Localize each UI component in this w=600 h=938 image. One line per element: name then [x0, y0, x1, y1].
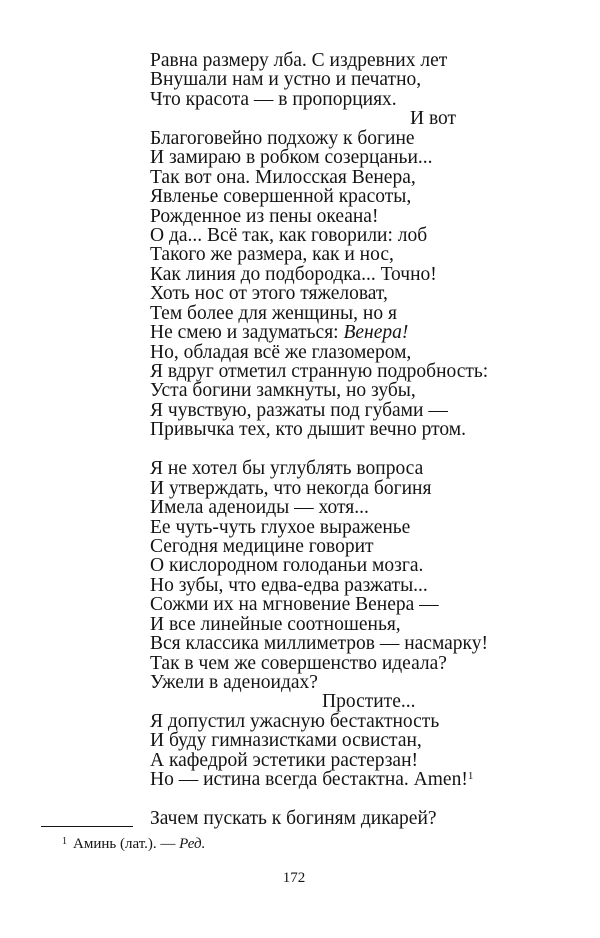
- poem-line: Простите...: [322, 691, 416, 713]
- poem-line: Что красота — в пропорциях.: [150, 88, 397, 110]
- poem-line: [150, 770, 560, 789]
- footnote-text: Аминь (лат.). —: [73, 836, 176, 852]
- poem-line: И все линейные соотношенья,: [150, 613, 401, 635]
- poem-line: Имела аденоиды — хотя...: [150, 497, 369, 519]
- poem-line-text: Но — истина всегда бестактна. Amen!: [150, 769, 468, 791]
- poem-line: Так вот она. Милосская Венера,: [150, 166, 416, 188]
- poem-line: Я чувствую, разжаты под губами —: [150, 399, 448, 421]
- poem-line: Внушали нам и устно и печатно,: [150, 69, 422, 91]
- poem-line: Так в чем же совершенство идеала?: [150, 652, 447, 674]
- poem-line: [150, 323, 560, 342]
- poem-text: [150, 51, 560, 829]
- poem-line: Рожденное из пены океана!: [150, 205, 379, 227]
- footnote: [62, 836, 205, 853]
- poem-line: Хоть нос от этого тяжеловат,: [150, 283, 388, 305]
- poem-line: Равна размеру лба. С издревних лет: [150, 50, 448, 71]
- poem-line: Вся классика миллиметров — насмарку!: [150, 633, 489, 655]
- poem-line: Такого же размера, как и нос,: [150, 244, 394, 266]
- poem-line: Но, обладая всё же глазомером,: [150, 341, 412, 363]
- footnote-marker: 1: [62, 836, 67, 847]
- poem-line: Ее чуть-чуть глухое выраженье: [150, 516, 411, 538]
- poem-line: И замираю в робком созерцаньи...: [150, 147, 433, 169]
- poem-line: Сегодня медицине говорит: [150, 535, 374, 557]
- poem-line: И буду гимназистками освистан,: [150, 730, 422, 752]
- poem-line: Я вдруг отметил странную подробность:: [150, 361, 489, 382]
- poem-line: Благоговейно подхожу к богине: [150, 127, 415, 149]
- stanza-break: [150, 790, 560, 809]
- stanza-break: [150, 440, 560, 459]
- footnote-divider: [41, 826, 133, 827]
- poem-line-text: Не смею и задуматься:: [150, 322, 339, 344]
- poem-line: И утверждать, что некогда богиня: [150, 477, 432, 499]
- poem-line: Я не хотел бы углублять вопроса: [150, 458, 424, 480]
- poem-line: Тем более для женщины, но я: [150, 302, 397, 324]
- page-number: 172: [282, 870, 306, 886]
- poem-line: О да... Всё так, как говорили: лоб: [150, 224, 428, 246]
- poem-line: Сожми их на мгновение Венера —: [150, 594, 439, 616]
- poem-line: И вот: [410, 108, 457, 130]
- poem-line: Ужели в аденоидах?: [150, 672, 318, 693]
- footnote-editor: Ред.: [179, 836, 206, 852]
- poem-line: А кафедрой эстетики растерзан!: [150, 749, 419, 771]
- footnote-reference: 1: [467, 770, 474, 783]
- poem-line: Но зубы, что едва-едва разжаты...: [150, 574, 428, 596]
- poem-line: Я допустил ужасную бестактность: [150, 710, 440, 732]
- poem-closing-line: Зачем пускать к богиням дикарей?: [150, 808, 437, 830]
- poem-line: Уста богини замкнуты, но зубы,: [150, 380, 416, 402]
- poem-line: О кислородном голоданьи мозга.: [150, 555, 424, 577]
- poem-line: Как линия до подбородка... Точно!: [150, 263, 437, 285]
- poem-italic-word: Венера!: [343, 322, 409, 344]
- poem-line: Явленье совершенной красоты,: [150, 186, 412, 208]
- poem-line: Привычка тех, кто дышит вечно ртом.: [150, 419, 466, 441]
